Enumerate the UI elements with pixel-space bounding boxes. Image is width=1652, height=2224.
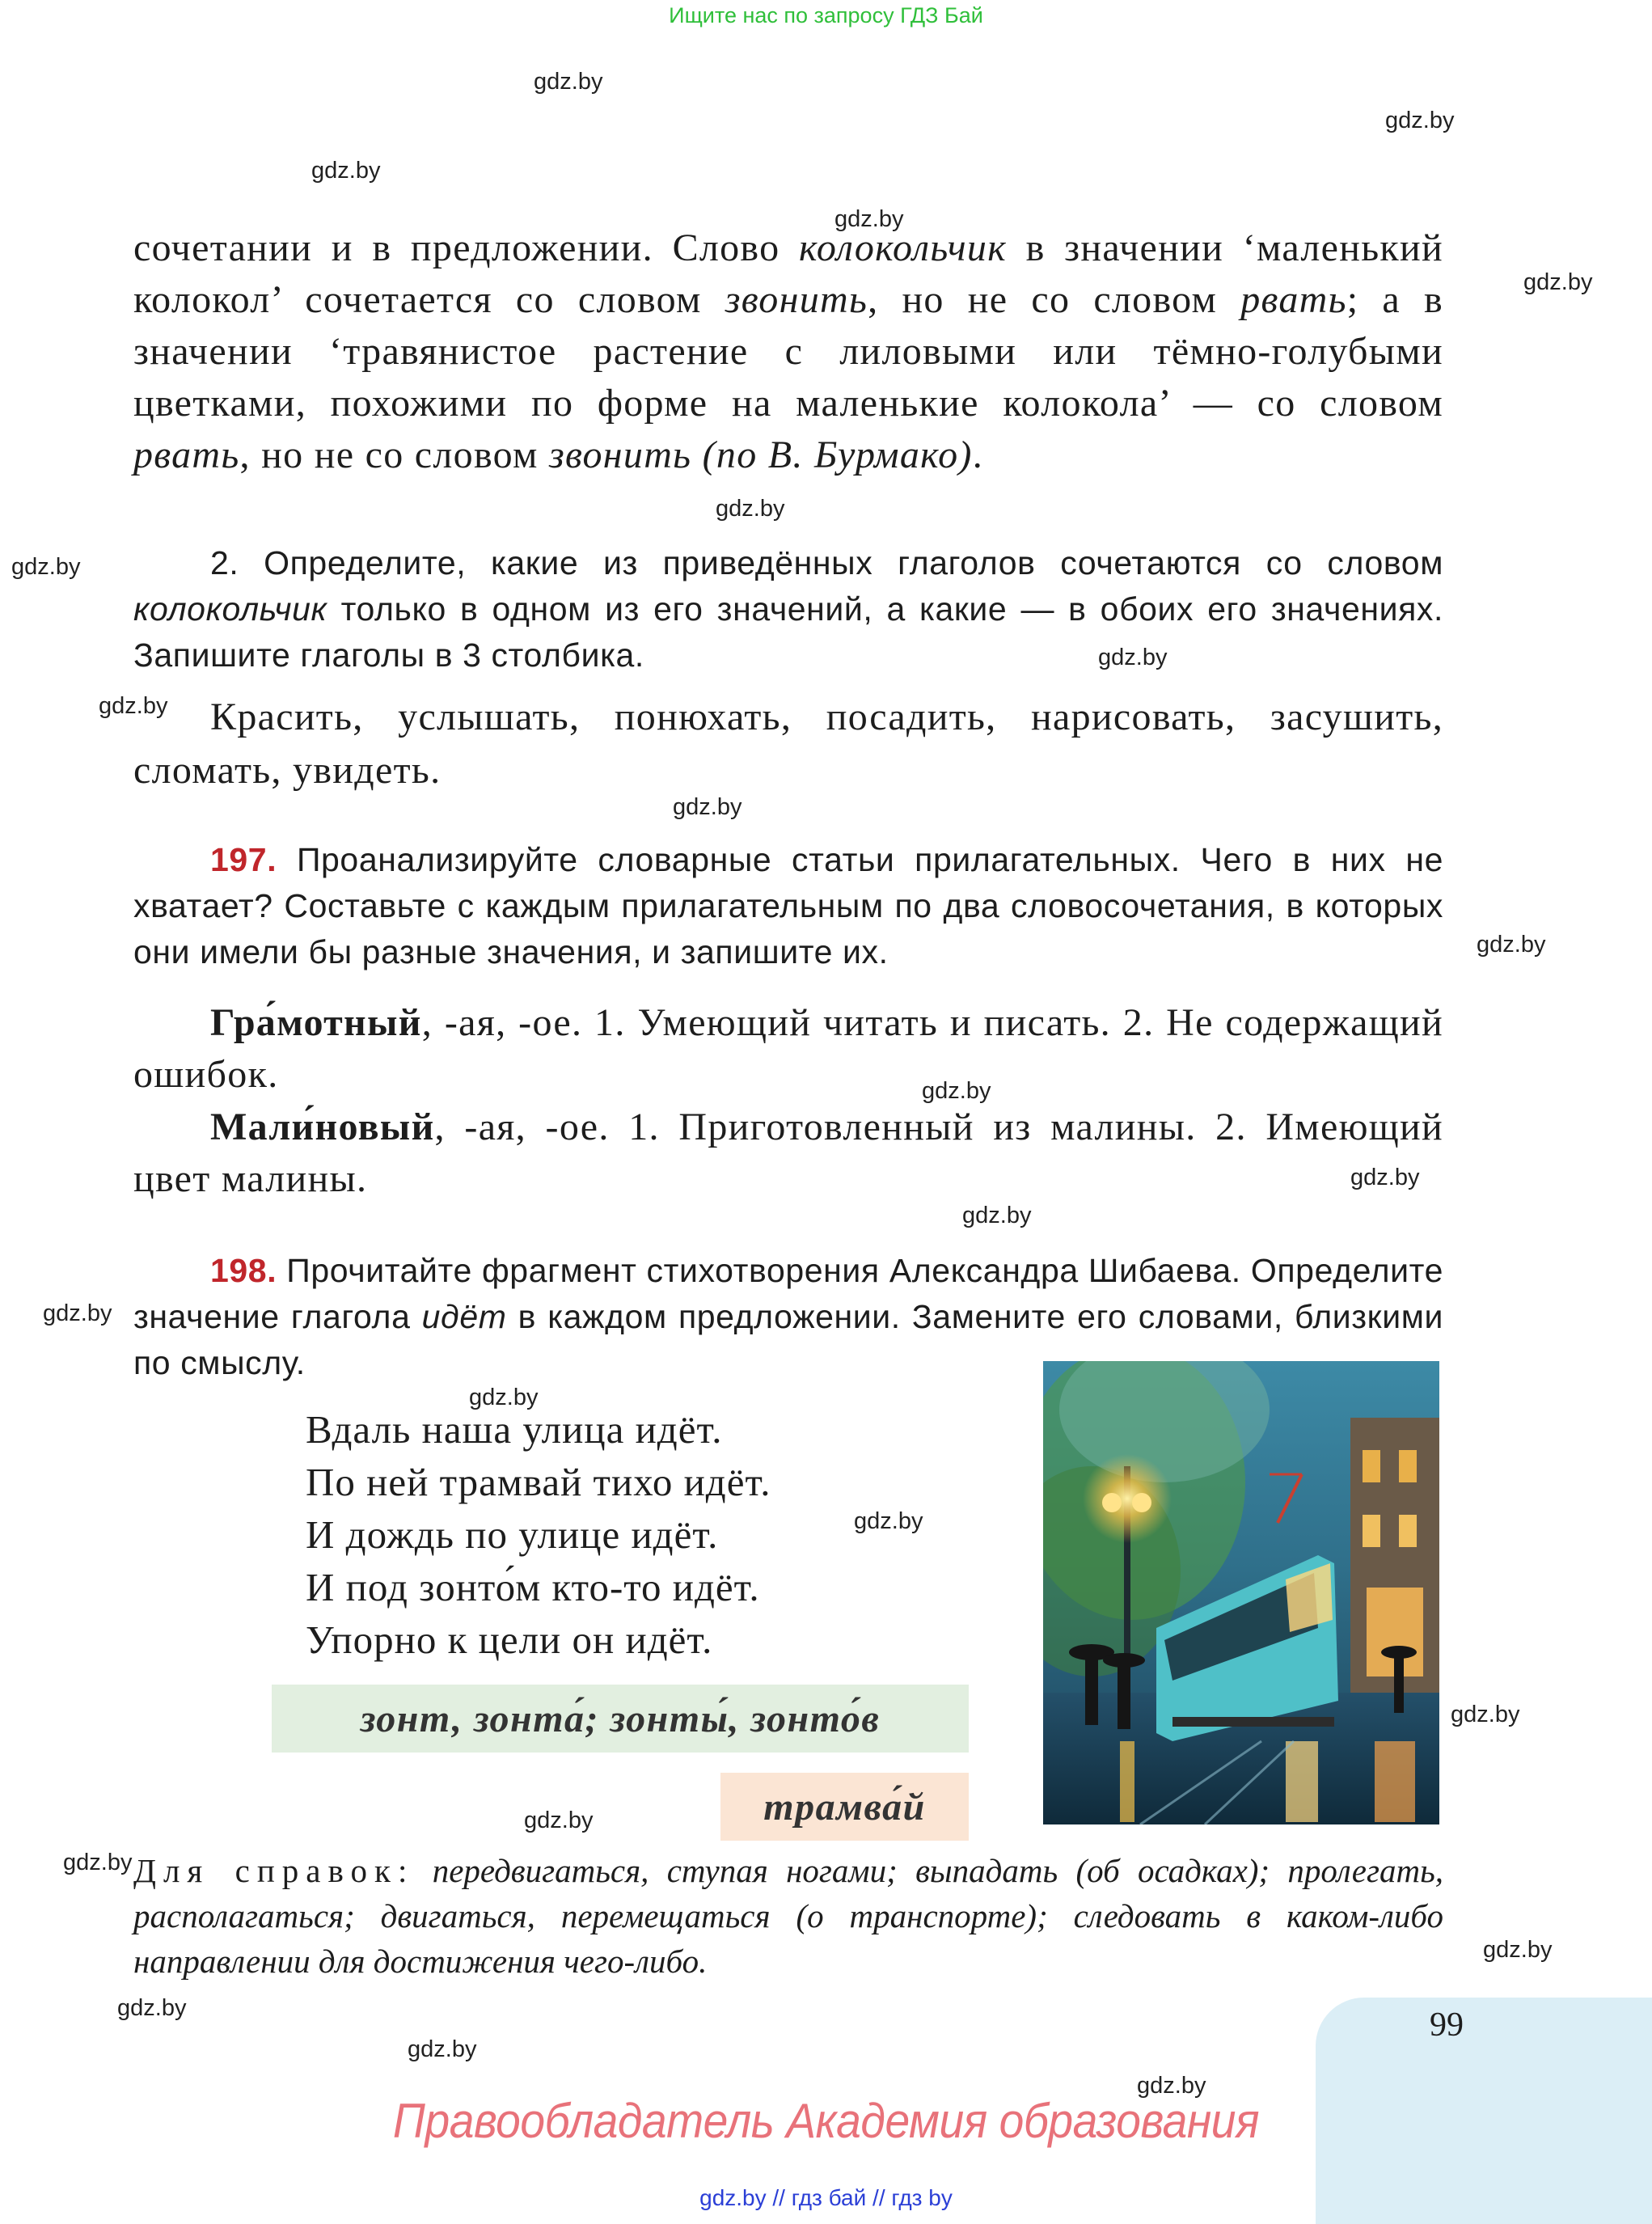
dictionary-entry-gramotny: Гра́мотный, -ая, -ое. 1. Умеющий читать и писать. 2. Не содержащий ошибок. xyxy=(133,1001,1443,1096)
page-number: 99 xyxy=(1430,2006,1464,2044)
watermark: gdz.by xyxy=(1483,1937,1553,1963)
tram-in-rain-painting xyxy=(1043,1361,1439,1824)
watermark: gdz.by xyxy=(1385,108,1455,133)
watermark: gdz.by xyxy=(922,1078,991,1104)
dictionary-entry-malinovy: Мали́новый, -ая, -ое. 1. Приготовленный из малины. 2. Имеющий цвет малины. xyxy=(133,1106,1443,1200)
exercise-197: 197. Проанализируйте словарные статьи прилагательных. Чего в них не хватает? Составьте с каждым прилагательным по два словосочетания, в которых они имели бы разные значения, и запишите их. xyxy=(133,841,1443,970)
watermark: gdz.by xyxy=(311,158,381,184)
poem-line: И под зонто́м кто-то идёт. xyxy=(306,1565,760,1609)
word-box-tramvai: трамва́й xyxy=(720,1773,969,1841)
watermark: gdz.by xyxy=(524,1808,594,1833)
intro-paragraph: сочетании и в предложении. Слово колокольчик в значении ‘маленький колокол’ сочетается со словом звонить, но не со словом рвать; а в значении ‘травянистое растение с лиловыми или тёмно-голубыми цветками, похожими по форме на маленькие колокола’ — со словом рвать, но не со словом звонить (по В. Бурмако). xyxy=(133,226,1444,476)
watermark: gdz.by xyxy=(1523,269,1593,295)
reference-note: Для справок: передвигаться, ступая ногами; выпадать (об осадках); пролегать, располагаться; двигаться, перемещаться (о транспорте); следовать в каком-либо направлении для достижения чего-либо. xyxy=(133,1852,1444,1980)
exercise-198: 198. Прочитайте фрагмент стихотворения Александра Шибаева. Определите значение глагола идёт в каждом предложении. Замените его словами, близкими по смыслу. xyxy=(133,1252,1443,1381)
exercise-number: 198. xyxy=(210,1252,277,1289)
verbs-list: Красить, услышать, понюхать, посадить, нарисовать, засушить, сломать, увидеть. xyxy=(133,696,1443,792)
watermark: gdz.by xyxy=(1098,645,1168,670)
top-search-note: Ищите нас по запросу ГДЗ Бай xyxy=(669,3,983,27)
poem xyxy=(306,1403,771,1666)
watermark: gdz.by xyxy=(534,69,603,95)
watermark: gdz.by xyxy=(43,1300,112,1326)
watermark: gdz.by xyxy=(854,1508,923,1534)
watermark: gdz.by xyxy=(962,1203,1032,1228)
footer-links[interactable]: gdz.by // гдз бай // гдз by xyxy=(699,2185,953,2210)
watermark: gdz.by xyxy=(63,1850,133,1875)
watermark: gdz.by xyxy=(1451,1702,1520,1727)
watermark: gdz.by xyxy=(99,693,168,719)
task-2-instructions: 2. Определите, какие из приведённых глаголов сочетаются со словом колокольчик только в одном из его значений, а какие — в обоих его значениях. Запишите глаголы в 3 столбика. xyxy=(133,544,1443,674)
watermark: gdz.by xyxy=(716,496,785,522)
word-box-zont: зонт, зонта́; зонты́, зонто́в xyxy=(272,1685,969,1753)
poem-line: Упорно к цели он идёт. xyxy=(306,1617,713,1662)
watermark: gdz.by xyxy=(1477,932,1546,958)
watermark: gdz.by xyxy=(408,2036,477,2062)
poem-line: Вдаль наша улица идёт. xyxy=(306,1407,723,1452)
watermark: gdz.by xyxy=(1137,2073,1206,2099)
watermark: gdz.by xyxy=(117,1995,187,2021)
copyright-notice: Правообладатель Академия образования xyxy=(392,2094,1260,2148)
watermark: gdz.by xyxy=(1350,1165,1420,1190)
watermark: gdz.by xyxy=(834,206,904,232)
poem-line: По ней трамвай тихо идёт. xyxy=(306,1460,771,1504)
poem-line: И дождь по улице идёт. xyxy=(306,1512,719,1557)
watermark: gdz.by xyxy=(11,554,81,580)
exercise-number: 197. xyxy=(210,841,277,878)
watermark: gdz.by xyxy=(673,794,742,820)
watermark: gdz.by xyxy=(469,1385,539,1410)
reference-label: Для справок: xyxy=(133,1852,415,1889)
